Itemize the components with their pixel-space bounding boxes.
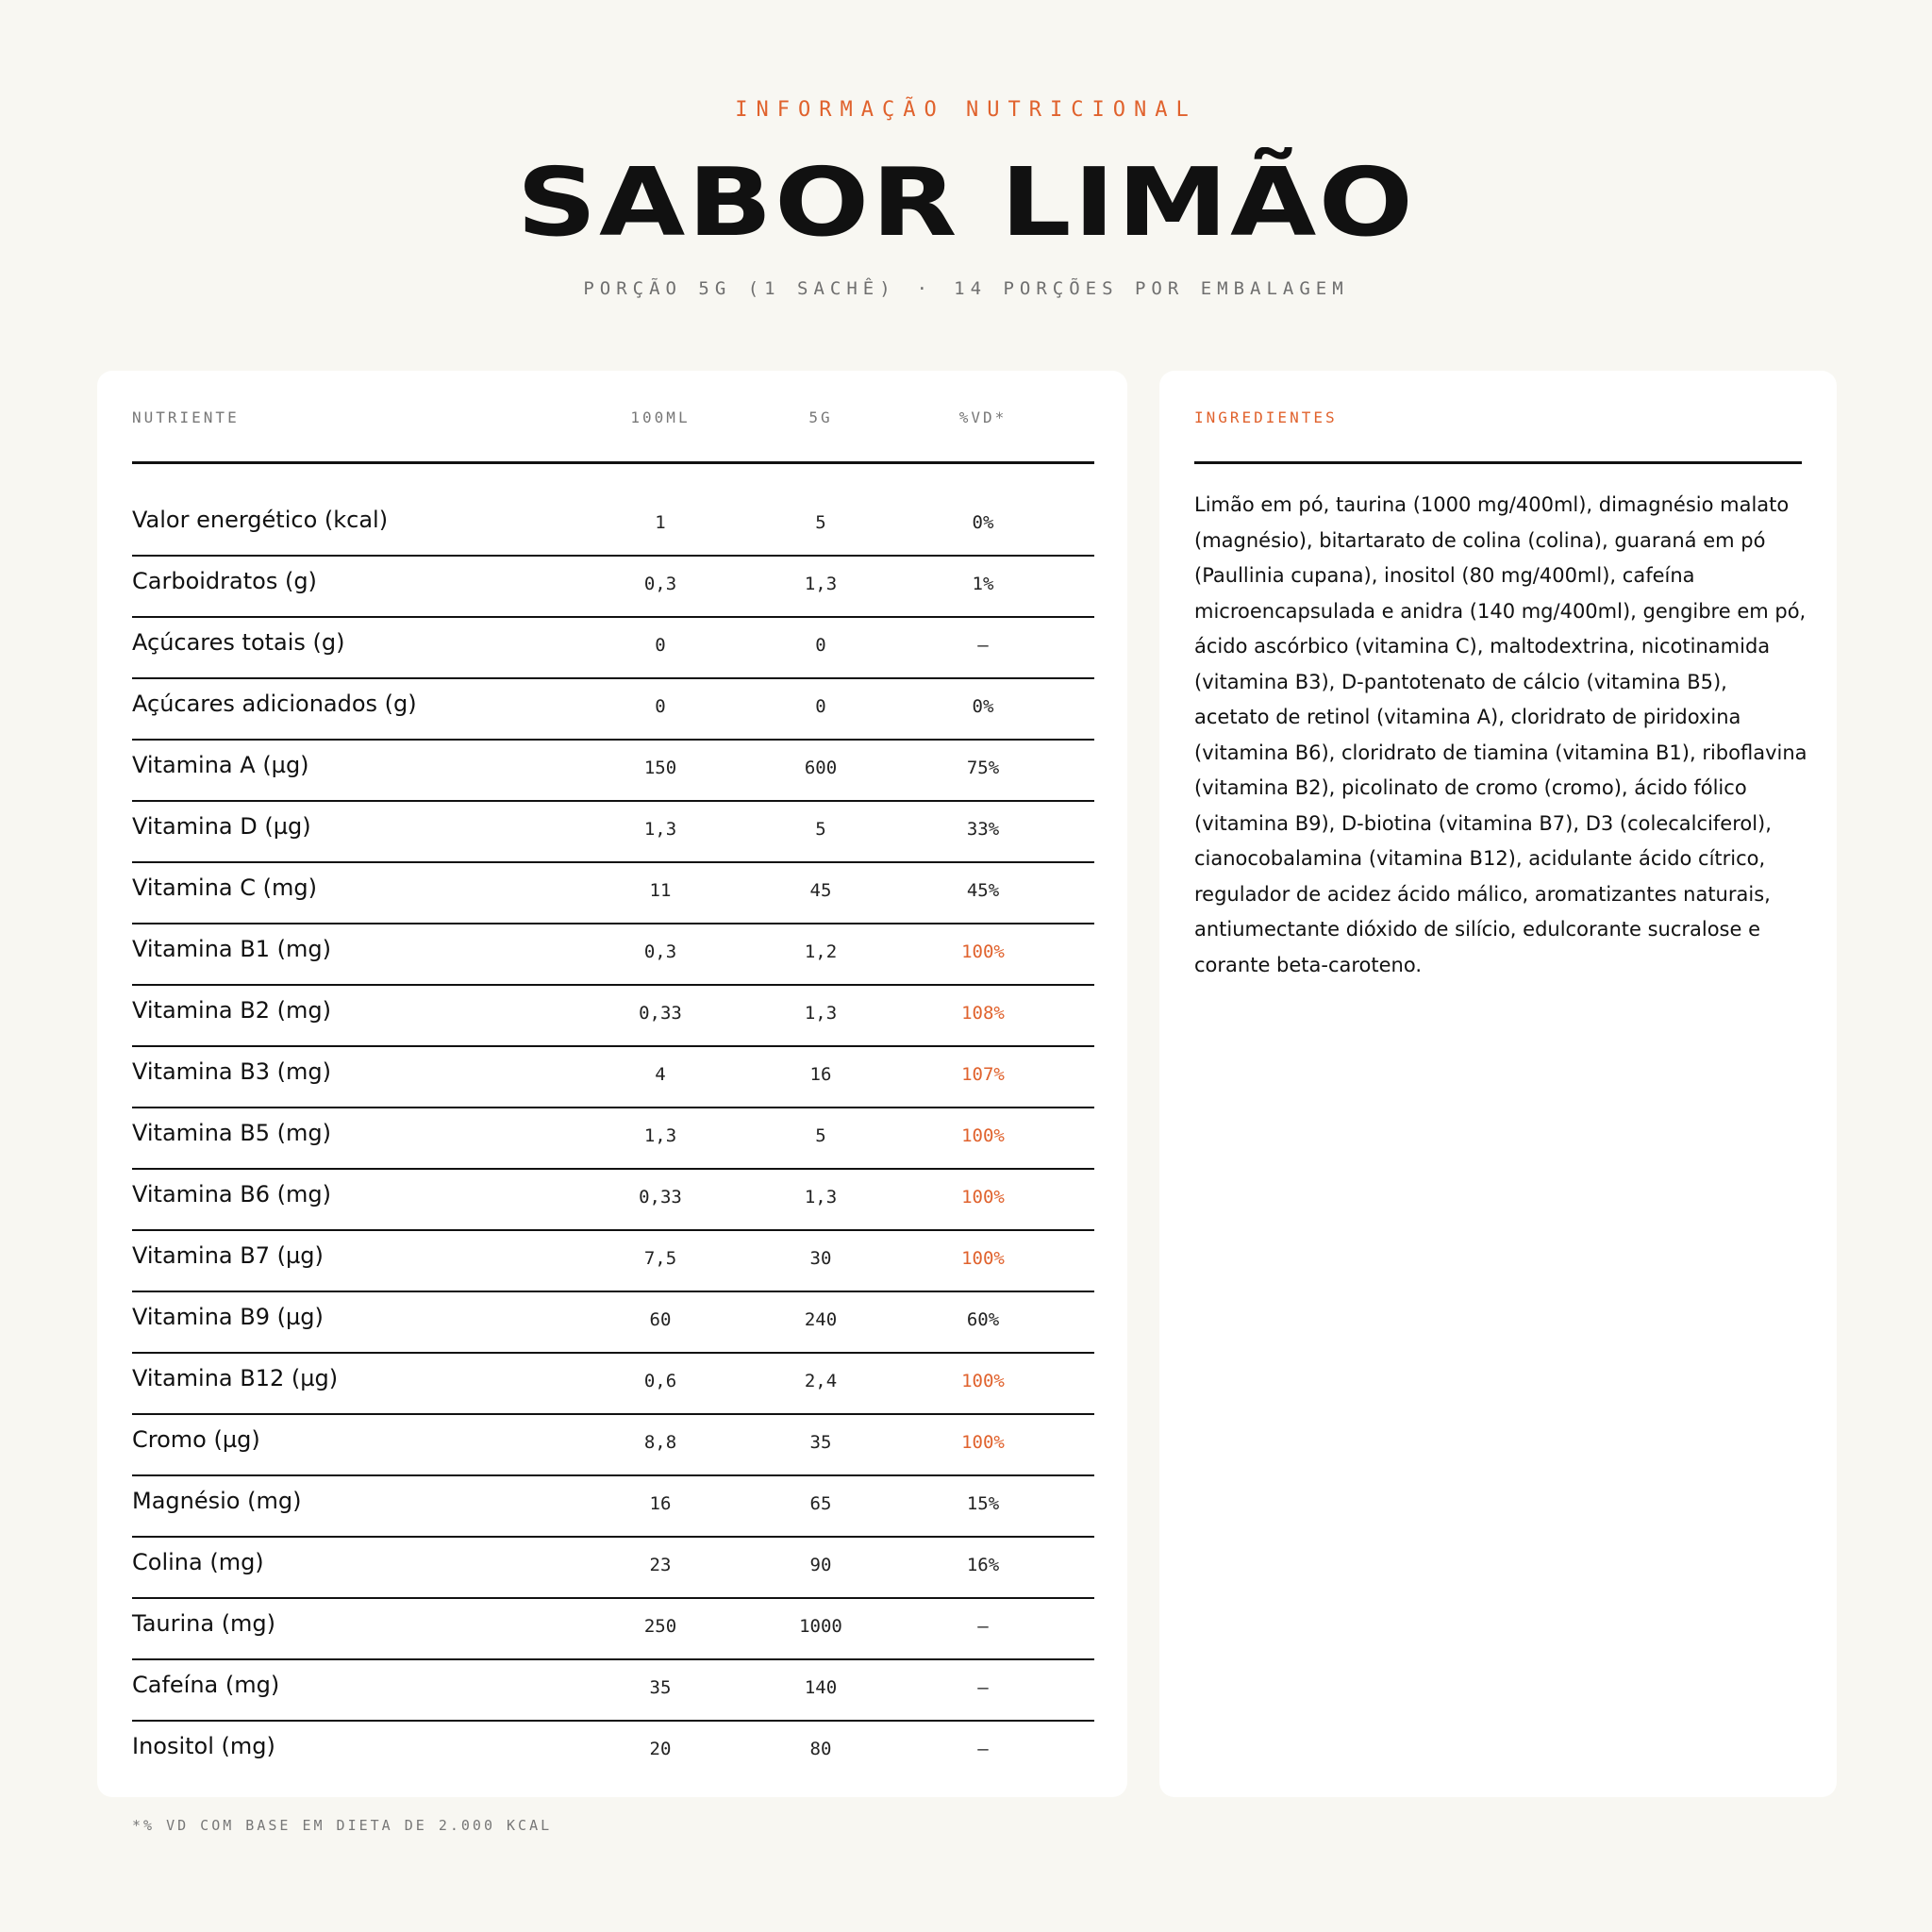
- daily-value-percent: 100%: [961, 1125, 1005, 1146]
- column-header-100ml: 100ML: [630, 408, 691, 426]
- value-per-100ml: 23: [649, 1555, 672, 1575]
- value-per-5g: 1,3: [804, 1003, 838, 1024]
- value-per-5g: 5: [815, 819, 826, 840]
- daily-value-percent: 108%: [961, 1003, 1005, 1024]
- daily-value-percent: 75%: [966, 758, 1000, 778]
- daily-value-percent: 0%: [972, 512, 994, 533]
- table-row: [132, 557, 1094, 618]
- ingredients-text: Limão em pó, taurina (1000 mg/400ml), dimagnésio malato (magnésio), bitartarato de colina (colina), guaraná em pó (Paullinia cupana), inositol (80 mg/400ml), cafeína microencapsulada e anidra (140 mg/400ml), gengibre em pó, ácido ascórbico (vitamina C), maltodextrina, nicotinamida (vitamina B3), D-pantotenato de cálcio (vitamina B5), acetato de retinol (vitamina A), cloridrato de piridoxina (vitamina B6), cloridrato de tiamina (vitamina B1), riboflavina (vitamina B2), picolinato de cromo (cromo), ácido fólico (vitamina B9), D-biotina (vitamina B7), D3 (colecalciferol), cianocobalamina (vitamina B12), acidulante ácido cítrico, regulador de acidez ácido málico, aromatizantes naturais, antiumectante dióxido de silício, edulcorante sucralose e corante beta-caroteno.: [1194, 493, 1807, 976]
- nutrient-name: Cafeína (mg): [132, 1672, 280, 1698]
- value-per-5g: 90: [809, 1555, 832, 1575]
- nutrient-name: Açúcares adicionados (g): [132, 691, 417, 717]
- value-per-5g: 16: [809, 1064, 832, 1085]
- page-title: SABOR LIMÃO: [516, 147, 1416, 258]
- nutrient-name: Taurina (mg): [132, 1610, 276, 1637]
- value-per-100ml: 7,5: [643, 1248, 677, 1269]
- portion-size: PORÇÃO 5G (1 SACHÊ): [583, 278, 896, 299]
- nutrient-name: Açúcares totais (g): [132, 629, 345, 656]
- value-per-100ml: 150: [643, 758, 677, 778]
- value-per-5g: 65: [809, 1493, 832, 1514]
- daily-value-percent: 0%: [972, 696, 994, 717]
- value-per-100ml: 0,33: [639, 1187, 682, 1208]
- table-row: [132, 1599, 1094, 1660]
- table-row: [132, 1292, 1094, 1354]
- nutrient-name: Carboidratos (g): [132, 568, 317, 594]
- value-per-100ml: 16: [649, 1493, 672, 1514]
- value-per-5g: 5: [815, 512, 826, 533]
- value-per-100ml: 11: [649, 880, 672, 901]
- value-per-5g: 1,3: [804, 574, 838, 594]
- nutrient-name: Vitamina D (µg): [132, 813, 311, 840]
- daily-value-percent: —: [977, 1677, 989, 1698]
- nutrient-name: Vitamina B9 (µg): [132, 1304, 324, 1330]
- value-per-100ml: 0,3: [643, 941, 677, 962]
- daily-value-percent: 107%: [961, 1064, 1005, 1085]
- nutrient-name: Vitamina B6 (mg): [132, 1181, 331, 1208]
- value-per-100ml: 8,8: [643, 1432, 677, 1453]
- value-per-5g: 30: [809, 1248, 832, 1269]
- value-per-100ml: 4: [655, 1064, 666, 1085]
- value-per-5g: 1,3: [804, 1187, 838, 1208]
- nutrient-name: Vitamina B5 (mg): [132, 1120, 331, 1146]
- nutrient-name: Vitamina B1 (mg): [132, 936, 331, 962]
- nutrient-name: Vitamina B7 (µg): [132, 1242, 324, 1269]
- value-per-100ml: 1,3: [643, 819, 677, 840]
- value-per-100ml: 35: [649, 1677, 672, 1698]
- table-row: [132, 1231, 1094, 1292]
- table-row: [132, 863, 1094, 924]
- table-body: [132, 495, 1094, 1781]
- value-per-100ml: 1,3: [643, 1125, 677, 1146]
- nutrient-name: Magnésio (mg): [132, 1488, 302, 1514]
- nutrient-name: Vitamina B3 (mg): [132, 1058, 331, 1085]
- value-per-5g: 2,4: [804, 1371, 838, 1391]
- value-per-5g: 600: [804, 758, 838, 778]
- table-row: [132, 679, 1094, 741]
- value-per-100ml: 0,33: [639, 1003, 682, 1024]
- value-per-100ml: 0: [655, 696, 666, 717]
- footnote: *% VD COM BASE EM DIETA DE 2.000 KCAL: [132, 1817, 553, 1834]
- value-per-100ml: 20: [649, 1739, 672, 1759]
- nutrient-name: Vitamina B12 (µg): [132, 1365, 339, 1391]
- table-row: [132, 1722, 1094, 1781]
- value-per-5g: 0: [815, 635, 826, 656]
- table-row: [132, 741, 1094, 802]
- daily-value-percent: 33%: [966, 819, 1000, 840]
- nutrient-name: Vitamina A (µg): [132, 752, 309, 778]
- ingredients-heading: INGREDIENTES: [1194, 408, 1802, 464]
- daily-value-percent: 100%: [961, 1432, 1005, 1453]
- table-row: [132, 618, 1094, 679]
- table-row: [132, 1354, 1094, 1415]
- nutrition-table-card: [97, 371, 1127, 1797]
- daily-value-percent: 15%: [966, 1493, 1000, 1514]
- table-row: [132, 1660, 1094, 1722]
- column-header-5g: 5G: [808, 408, 833, 426]
- daily-value-percent: 1%: [972, 574, 994, 594]
- nutrient-name: Valor energético (kcal): [132, 507, 389, 533]
- nutrient-name: Inositol (mg): [132, 1733, 275, 1759]
- nutrient-name: Vitamina C (mg): [132, 874, 317, 901]
- table-row: [132, 1108, 1094, 1170]
- table-row: [132, 802, 1094, 863]
- nutrient-name: Vitamina B2 (mg): [132, 997, 331, 1024]
- portion-info: [0, 278, 1932, 299]
- table-header: [132, 408, 1094, 464]
- value-per-100ml: 1: [655, 512, 666, 533]
- value-per-5g: 0: [815, 696, 826, 717]
- daily-value-percent: —: [977, 1739, 989, 1759]
- table-row: [132, 495, 1094, 557]
- value-per-5g: 1,2: [804, 941, 838, 962]
- table-row: [132, 986, 1094, 1047]
- nutrient-name: Colina (mg): [132, 1549, 264, 1575]
- eyebrow-label: INFORMAÇÃO NUTRICIONAL: [735, 98, 1197, 122]
- servings-per-package: 14 PORÇÕES POR EMBALAGEM: [954, 278, 1349, 299]
- daily-value-percent: 100%: [961, 1248, 1005, 1269]
- value-per-5g: 35: [809, 1432, 832, 1453]
- daily-value-percent: 16%: [966, 1555, 1000, 1575]
- column-header-vd: %VD*: [958, 408, 1008, 426]
- nutrient-name: Cromo (µg): [132, 1426, 260, 1453]
- value-per-100ml: 0,3: [643, 574, 677, 594]
- daily-value-percent: 45%: [966, 880, 1000, 901]
- value-per-5g: 80: [809, 1739, 832, 1759]
- value-per-5g: 5: [815, 1125, 826, 1146]
- value-per-100ml: 60: [649, 1309, 672, 1330]
- daily-value-percent: —: [977, 635, 989, 656]
- daily-value-percent: 60%: [966, 1309, 1000, 1330]
- table-row: [132, 1538, 1094, 1599]
- table-row: [132, 924, 1094, 986]
- daily-value-percent: 100%: [961, 941, 1005, 962]
- daily-value-percent: —: [977, 1616, 989, 1637]
- column-header-nutrient: NUTRIENTE: [132, 408, 240, 426]
- table-row: [132, 1415, 1094, 1476]
- table-row: [132, 1170, 1094, 1231]
- value-per-5g: 45: [809, 880, 832, 901]
- table-row: [132, 1047, 1094, 1108]
- daily-value-percent: 100%: [961, 1371, 1005, 1391]
- daily-value-percent: 100%: [961, 1187, 1005, 1208]
- ingredients-card: [1159, 371, 1837, 1797]
- value-per-5g: 240: [804, 1309, 838, 1330]
- value-per-100ml: 0,6: [643, 1371, 677, 1391]
- value-per-5g: 140: [804, 1677, 838, 1698]
- value-per-100ml: 0: [655, 635, 666, 656]
- table-row: [132, 1476, 1094, 1538]
- value-per-100ml: 250: [643, 1616, 677, 1637]
- separator: ·: [916, 278, 934, 299]
- value-per-5g: 1000: [799, 1616, 842, 1637]
